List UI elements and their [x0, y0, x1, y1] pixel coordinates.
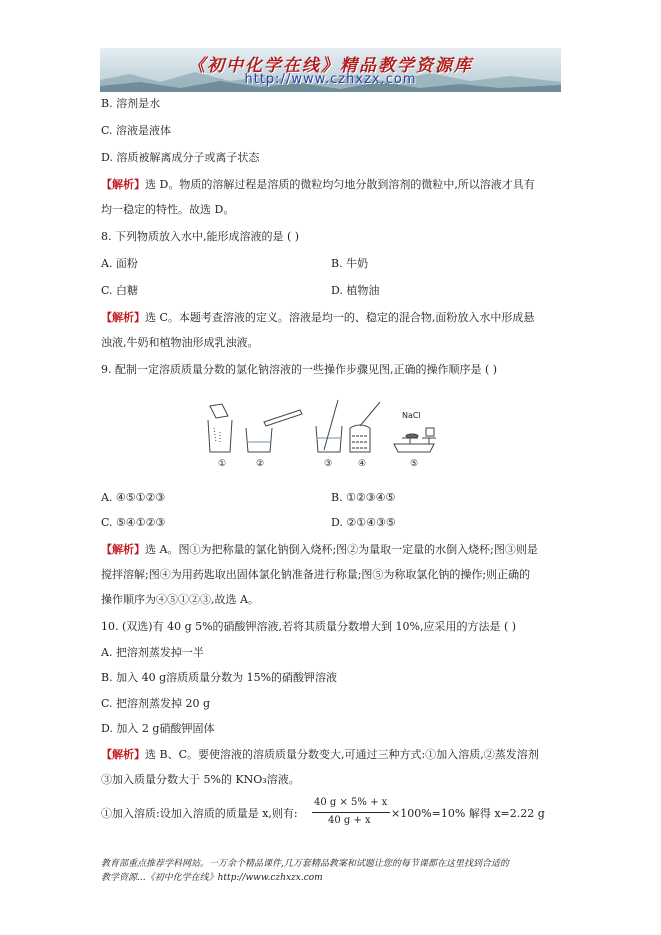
- q10-option-b: B. 加入 40 g溶质质量分数为 15%的硝酸钾溶液: [101, 671, 338, 684]
- analysis-text: 选 B、C。要使溶液的溶质质量分数变大,可通过三种方式:①加入溶质,②蒸发溶剂: [145, 748, 539, 761]
- q8-option-b: B. 牛奶: [331, 257, 369, 270]
- fraction-bar: [312, 812, 390, 813]
- nacl-label: NaCl: [402, 411, 421, 420]
- analysis-text: 选 D。物质的溶解过程是溶质的微粒均匀地分散到溶剂的微粒中,所以溶液才具有: [145, 178, 535, 191]
- footer-line2[interactable]: 教学资源...《初中化学在线》http://www.czhxzx.com: [101, 873, 323, 883]
- option-b: B. 溶剂是水: [101, 97, 161, 110]
- analysis-10-line2: ③加入质量分数大于 5%的 KNO₃溶液。: [101, 773, 300, 786]
- analysis-8-line1: [101, 311, 534, 325]
- figure-label-4: ④: [358, 459, 367, 469]
- q8-option-a: A. 面粉: [101, 257, 138, 270]
- question-10: 10. (双选)有 40 g 5%的硝酸钾溶液,若将其质量分数增大到 10%,应采用的方法是 ( ): [101, 620, 517, 633]
- question-8: 8. 下列物质放入水中,能形成溶液的是 ( ): [101, 230, 300, 243]
- analysis-text: 选 C。本题考查溶液的定义。溶液是均一的、稳定的混合物,面粉放入水中形成悬: [145, 311, 535, 324]
- q10-option-a: A. 把溶剂蒸发掉一半: [101, 646, 204, 659]
- analysis-tag: 【解析】: [101, 543, 145, 556]
- option-c: C. 溶液是液体: [101, 124, 172, 137]
- banner-url[interactable]: http://www.czhxzx.com: [244, 72, 417, 87]
- option-d: D. 溶质被解离成分子或离子状态: [101, 151, 260, 164]
- analysis-10-line3-prefix: ①加入溶质:设加入溶质的质量是 x,则有:: [101, 807, 298, 820]
- analysis-text: 选 A。图①为把称量的氯化钠倒入烧杯;图②为量取一定量的水倒入烧杯;图③则是: [145, 543, 538, 556]
- analysis-9-line3: 操作顺序为④⑤①②③,故选 A。: [101, 593, 259, 606]
- analysis-7-line2: 均一稳定的特性。故选 D。: [101, 203, 235, 216]
- analysis-9-line1: [101, 543, 538, 557]
- q10-option-d: D. 加入 2 g硝酸钾固体: [101, 722, 215, 735]
- question-9: 9. 配制一定溶质质量分数的氯化钠溶液的一些操作步骤见图,正确的操作顺序是 ( ): [101, 363, 498, 376]
- beaker-icon: [316, 426, 342, 452]
- banner-title: 《初中化学在线》精品教学资源库: [188, 56, 473, 76]
- q9-option-b: B. ①②③④⑤: [331, 491, 396, 504]
- analysis-8-line2: 浊液,牛奶和植物油形成乳浊液。: [101, 336, 259, 349]
- figure-label-2: ②: [256, 459, 265, 469]
- figure-label-1: ①: [218, 459, 227, 469]
- analysis-tag: 【解析】: [101, 178, 145, 191]
- q9-option-d: D. ②①④③⑤: [331, 516, 396, 529]
- lab-procedure-figure: [204, 398, 454, 470]
- glass-rod-icon: [324, 400, 338, 450]
- analysis-10-line1: [101, 748, 539, 762]
- q8-option-d: D. 植物油: [331, 284, 380, 297]
- analysis-10-line3-suffix: ×100%=10% 解得 x=2.22 g: [391, 807, 545, 820]
- fraction-denominator: 40 g + x: [328, 815, 371, 826]
- analysis-tag: 【解析】: [101, 311, 145, 324]
- q10-option-c: C. 把溶剂蒸发掉 20 g: [101, 697, 211, 710]
- figure-label-5: ⑤: [410, 459, 419, 469]
- q9-option-c: C. ⑤④①②③: [101, 516, 166, 529]
- footer-line1: 教育部重点推荐学科网站。一万余个精品课件,几万套精品教案和试题让您的每节课都在这里找到合适的: [101, 859, 509, 869]
- spoon-icon: [360, 402, 380, 426]
- graduated-cylinder-icon: [264, 410, 302, 426]
- analysis-9-line2: 搅拌溶解;图④为用药匙取出固体氯化钠准备进行称量;图⑤为称取氯化钠的操作;则正确的: [101, 568, 531, 581]
- q8-option-c: C. 白糖: [101, 284, 139, 297]
- analysis-tag: 【解析】: [101, 748, 145, 761]
- analysis-7-line1: [101, 178, 535, 192]
- balance-icon: [394, 444, 434, 452]
- q9-option-a: A. ④⑤①②③: [101, 491, 166, 504]
- figure-label-3: ③: [324, 459, 333, 469]
- header-banner: [100, 48, 561, 92]
- beaker-icon: [246, 428, 272, 452]
- fraction-numerator: 40 g × 5% + x: [314, 797, 388, 808]
